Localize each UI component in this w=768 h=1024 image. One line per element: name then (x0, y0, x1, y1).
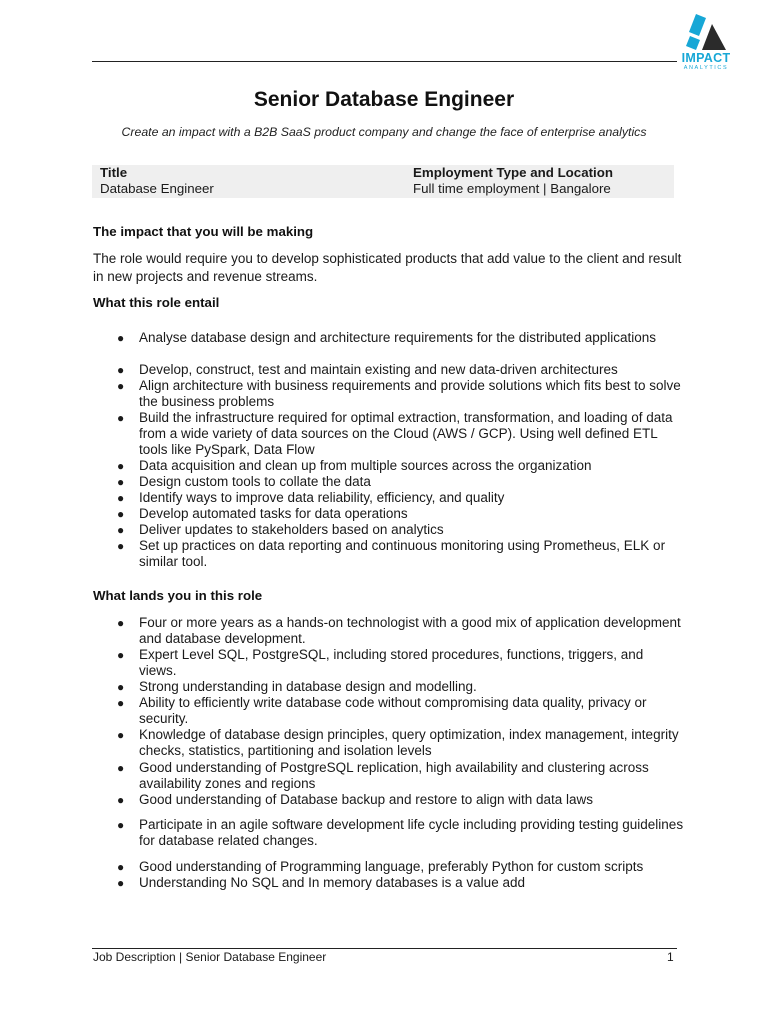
list-item: ● Good understanding of Programming language, preferably Python for custom scripts (117, 859, 644, 874)
job-info-table (92, 165, 674, 198)
list-item: ● Develop automated tasks for data operations (117, 506, 408, 521)
page-title: Senior Database Engineer (253, 88, 515, 111)
table-cell-employment-value: Full time employment | Bangalore (413, 181, 611, 196)
logo-wordmark: IMPACT (681, 51, 731, 65)
list-item: ● Identify ways to improve data reliability, efficiency, and quality (117, 490, 505, 505)
list-item: ● Build the infrastructure required for optimal extraction, transformation, and loading of data from a wide variety of data sources on the Cloud (AWS / GCP). Using well defined ETL tools like PySpark, Data Flow (117, 410, 673, 457)
table-header-title: Title (100, 165, 128, 180)
table-header-employment: Employment Type and Location (413, 165, 613, 180)
list-item: ● Good understanding of PostgreSQL replication, high availability and clustering across availability zones and regions (117, 760, 649, 791)
list-item: ● Participate in an agile software development life cycle including providing testing guidelines for database related changes. (117, 817, 684, 848)
list-item: ● Set up practices on data reporting and continuous monitoring using Prometheus, ELK or similar tool. (117, 538, 666, 569)
list-item: ● Design custom tools to collate the data (117, 474, 371, 489)
logo-subtext: ANALYTICS (683, 65, 729, 71)
company-logo (676, 14, 736, 74)
section-heading-lands: What lands you in this role (93, 588, 263, 603)
table-cell-title-value: Database Engineer (100, 181, 214, 196)
list-item: ● Strong understanding in database design and modelling. (117, 679, 477, 694)
section-heading-impact: The impact that you will be making (93, 224, 314, 239)
list-item: ● Develop, construct, test and maintain existing and new data-driven architectures (117, 362, 618, 377)
footer-document-label: Job Description | Senior Database Engineer (93, 950, 327, 964)
list-item: ● Knowledge of database design principles, query optimization, index management, integrity checks, statistics, partitioning and isolation levels (117, 727, 679, 758)
list-item: ● Understanding No SQL and In memory databases is a value add (117, 875, 525, 890)
list-item: ● Ability to efficiently write database code without compromising data quality, privacy or security. (117, 695, 647, 726)
list-item: ● Align architecture with business requirements and provide solutions which fits best to solve the business problems (117, 378, 681, 409)
footer-rule (92, 948, 677, 949)
list-item: ● Expert Level SQL, PostgreSQL, including stored procedures, functions, triggers, and views. (117, 647, 644, 678)
header-rule (92, 61, 677, 62)
section-heading-role: What this role entail (93, 295, 220, 310)
list-item: ● Analyse database design and architecture requirements for the distributed applications (117, 330, 657, 345)
footer-page-number: 1 (667, 950, 674, 964)
list-item: ● Deliver updates to stakeholders based on analytics (117, 522, 444, 537)
impact-paragraph: The role would require you to develop sophisticated products that add value to the client and result in new projects and revenue streams. (93, 251, 682, 284)
list-item: ● Data acquisition and clean up from multiple sources across the organization (117, 458, 592, 473)
page-subtitle: Create an impact with a B2B SaaS product company and change the face of enterprise analytics (121, 125, 647, 139)
list-item: ● Four or more years as a hands-on technologist with a good mix of application development and database development. (117, 615, 681, 646)
list-item: ● Good understanding of Database backup and restore to align with data laws (117, 792, 594, 807)
impact-analytics-logo-icon (682, 14, 730, 52)
